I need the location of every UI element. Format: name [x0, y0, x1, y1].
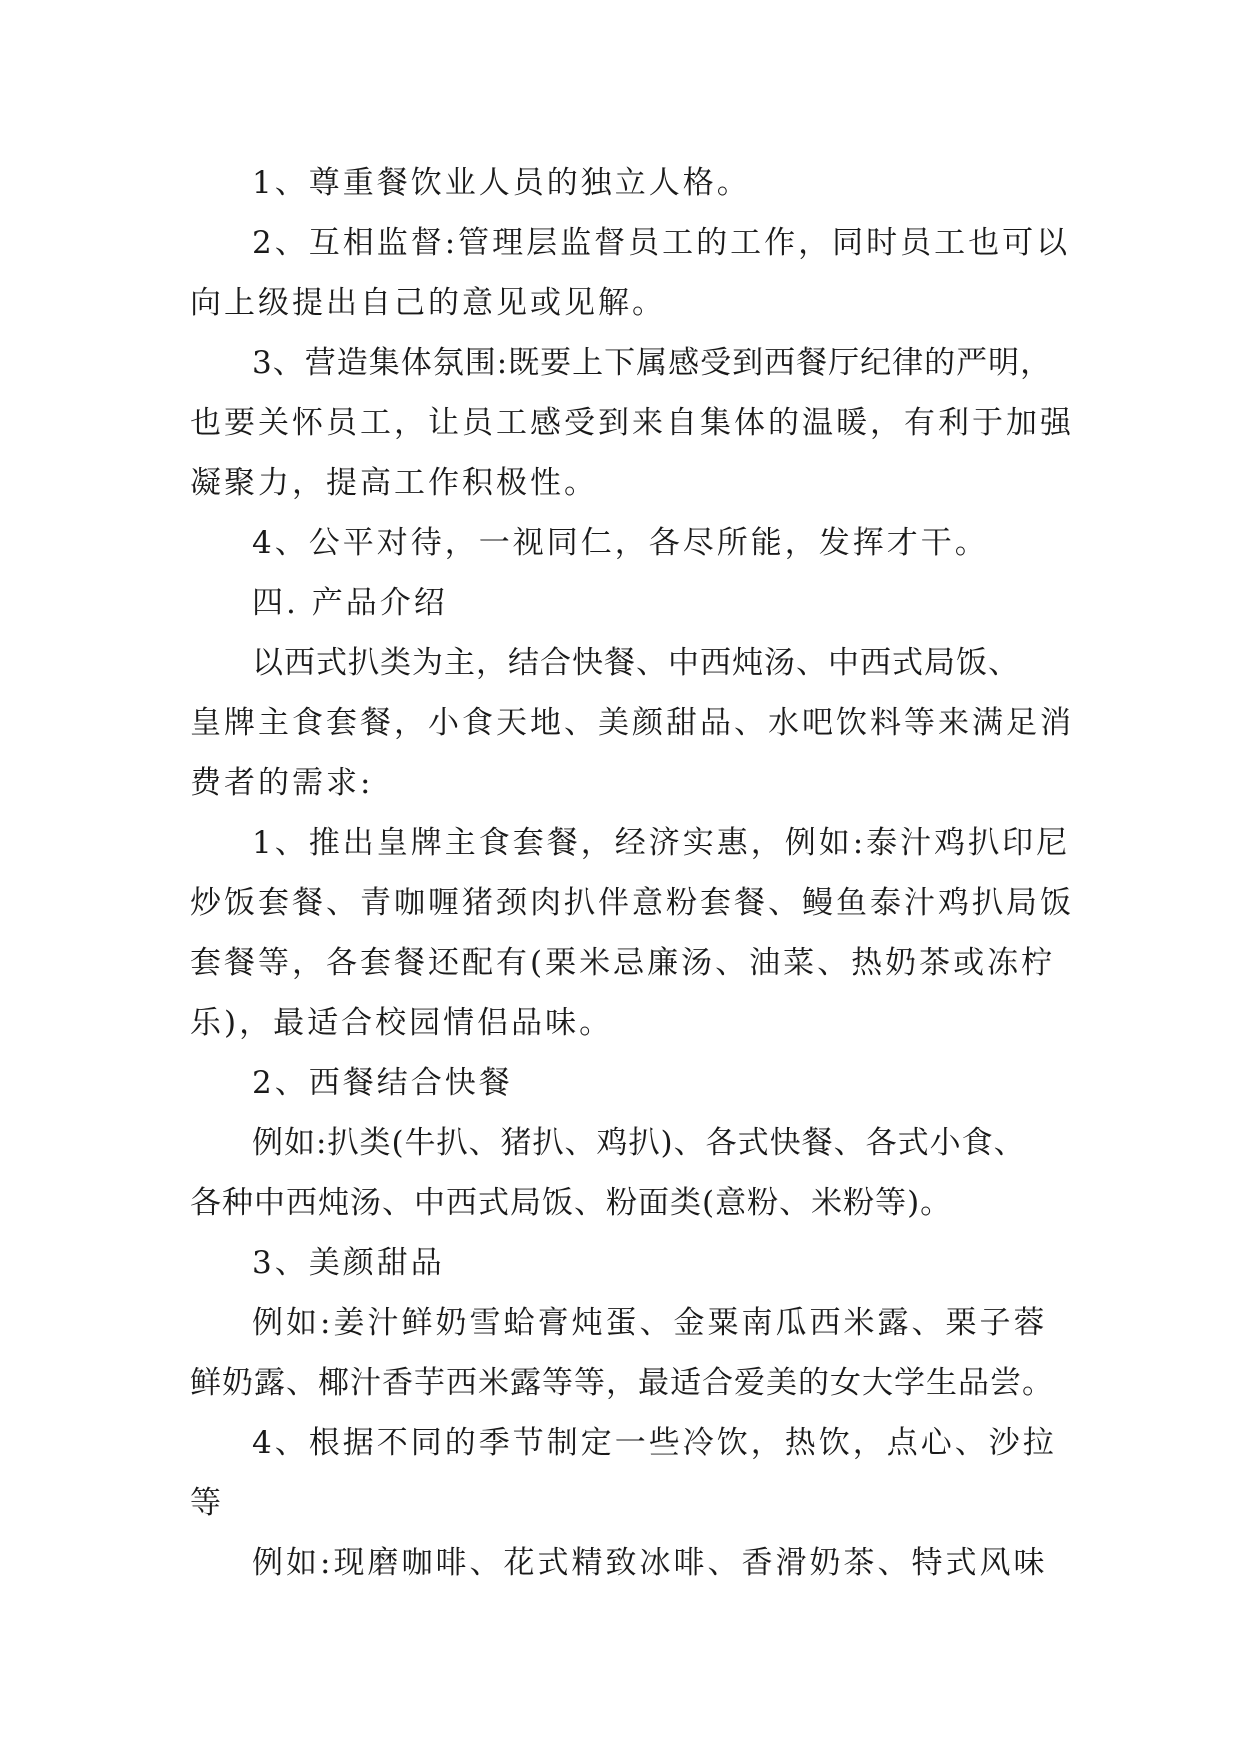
paragraph-line: 2、互相监督:管理层监督员工的工作，同时员工也可以: [252, 225, 1071, 261]
paragraph-line: 4、根据不同的季节制定一些冷饮，热饮，点心、沙拉: [252, 1425, 1057, 1461]
paragraph-line: 例如:扒类(牛扒、猪扒、鸡扒)、各式快餐、各式小食、: [252, 1125, 1026, 1161]
paragraph-line: 套餐等，各套餐还配有(栗米忌廉汤、油菜、热奶茶或冻柠: [190, 945, 1056, 981]
subheading: 3、美颜甜品: [252, 1245, 445, 1281]
paragraph-line: 1、推出皇牌主食套餐，经济实惠，例如:泰汁鸡扒印尼: [252, 825, 1071, 861]
paragraph-line: 炒饭套餐、青咖喱猪颈肉扒伴意粉套餐、鳗鱼泰汁鸡扒局饭: [190, 885, 1074, 921]
paragraph-line: 费者的需求:: [190, 765, 374, 801]
paragraph-line: 等: [190, 1485, 224, 1521]
paragraph-line: 向上级提出自己的意见或见解。: [190, 285, 666, 321]
paragraph-line: 乐)，最适合校园情侣品味。: [190, 1005, 614, 1041]
paragraph-line: 例如:现磨咖啡、花式精致冰啡、香滑奶茶、特式风味: [252, 1545, 1048, 1581]
paragraph-line: 1、尊重餐饮业人员的独立人格。: [252, 165, 751, 201]
paragraph-line: 鲜奶露、椰汁香芋西米露等等，最适合爱美的女大学生品尝。: [190, 1365, 1054, 1401]
section-heading: 四. 产品介绍: [252, 585, 448, 621]
paragraph-line: 4、公平对待，一视同仁，各尽所能，发挥才干。: [252, 525, 989, 561]
paragraph-line: 凝聚力，提高工作积极性。: [190, 465, 598, 501]
subheading: 2、西餐结合快餐: [252, 1065, 513, 1101]
paragraph-line: 皇牌主食套餐，小食天地、美颜甜品、水吧饮料等来满足消: [190, 705, 1074, 741]
paragraph-line: 以西式扒类为主，结合快餐、中西炖汤、中西式局饭、: [252, 645, 1020, 681]
paragraph-line: 各种中西炖汤、中西式局饭、粉面类(意粉、米粉等)。: [190, 1185, 953, 1221]
paragraph-line: 3、营造集体氛围:既要上下属感受到西餐厅纪律的严明，: [252, 345, 1053, 381]
paragraph-line: 例如:姜汁鲜奶雪蛤膏炖蛋、金粟南瓜西米露、栗子蓉: [252, 1305, 1048, 1341]
paragraph-line: 也要关怀员工，让员工感受到来自集体的温暖，有利于加强: [190, 405, 1074, 441]
